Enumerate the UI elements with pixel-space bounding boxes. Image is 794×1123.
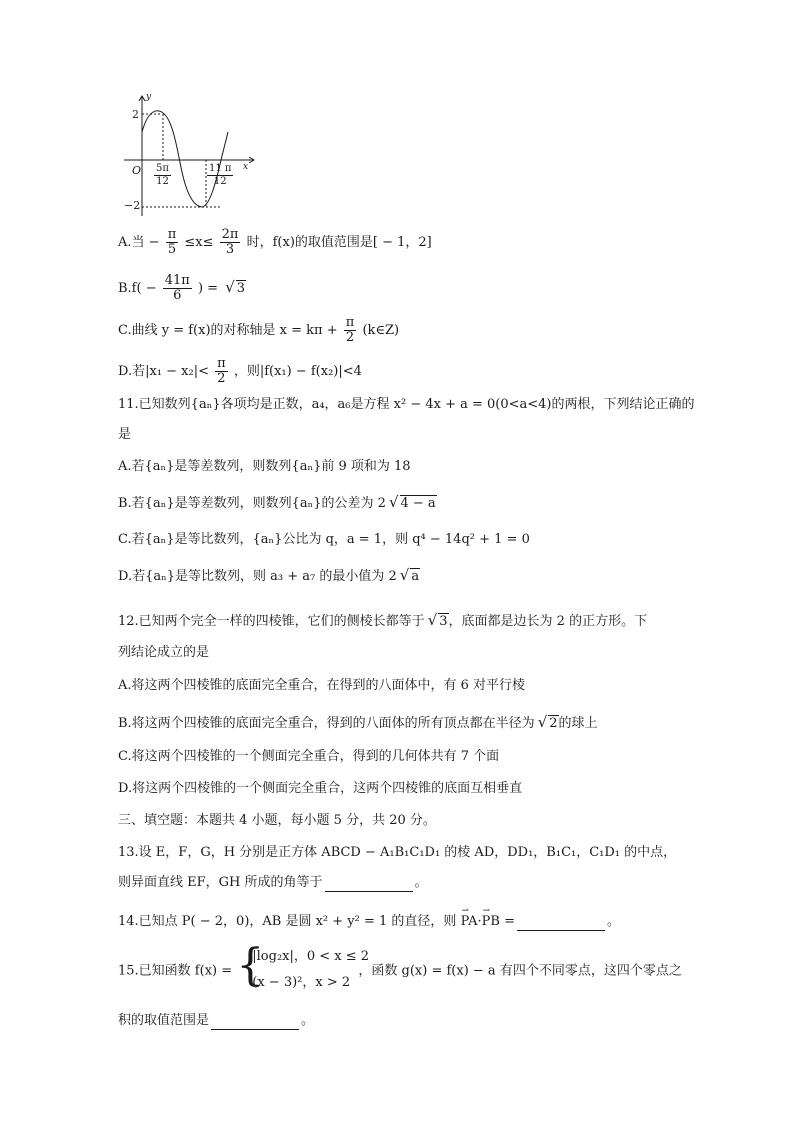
q10-option-c: C.曲线 y = f(x)的对称轴是 x = kπ + $\frac{\pi}{2}$ (k∈Z) — [118, 315, 400, 345]
q14-line: 14.已知点 P( − 2，0)，AB 是圆 x² + y² = 1 的直径，则 ⇀ PA·⇀ PB = 。 — [118, 913, 620, 931]
q12-option-a: A.将这两个四棱锥的底面完全重合，在得到的八面体中，有 6 对平行棱 — [118, 678, 526, 693]
q15-line1: 15.已知函数 f(x) = { |log₂x|，0 < x ≤ 2 (x − 3)²，x > 2 ，函数 g(x) = f(x) − a 有四个不同零点，这四个零点之 — [118, 940, 682, 991]
piecewise-function: { |log₂x|，0 < x ≤ 2 (x − 3)²，x > 2 — [236, 940, 370, 991]
graph-x-tick-11pi: $\frac{11 \pi}{12}$ — [209, 163, 232, 187]
q11-option-c: C.若{aₙ}是等比数列，{aₙ}公比为 q，a = 1，则 q⁴ − 14q² + 1 = 0 — [118, 532, 530, 547]
q11-option-d: D.若{aₙ}是等比数列，则 a₃ + a₇ 的最小值为 2 √ a — [118, 566, 420, 584]
graph-origin: O — [132, 164, 142, 177]
q10-option-a: A.当 − $\frac{\pi}{5}$ ≤x≤ $\frac{2\pi}{3}$ 时，f(x)的取值范围是[ − 1，2] — [118, 227, 432, 257]
sine-curve — [142, 111, 228, 207]
q12-option-c: C.将这两个四棱锥的一个侧面完全重合，得到的几何体共有 7 个面 — [118, 749, 500, 764]
q11-option-a: A.若{aₙ}是等差数列，则数列{aₙ}前 9 项和为 18 — [118, 459, 411, 474]
vector-pb: ⇀ PB — [482, 913, 500, 931]
q12-option-b: B.将这两个四棱锥的底面完全重合，得到的八面体的所有顶点都在半径为 √ 2的球上 — [118, 713, 598, 731]
q13-line2: 则异面直线 EF，GH 所成的角等于 。 — [118, 875, 428, 890]
q13-line1: 13.设 E，F，G，H 分别是正方体 ABCD − A₁B₁C₁D₁ 的棱 AD，DD₁，B₁C₁，C₁D₁ 的中点， — [118, 845, 677, 860]
q11-stem-line2: 是 — [118, 427, 132, 442]
graph-x-label: x — [243, 162, 249, 172]
graph-y-tick-2: 2 — [132, 108, 139, 121]
section-3-heading: 三、填空题：本题共 4 小题，每小题 5 分，共 20 分。 — [118, 813, 436, 828]
q14-answer-blank[interactable] — [517, 916, 605, 931]
q12-option-d: D.将这两个四棱锥的一个侧面完全重合，这两个四棱锥的底面互相垂直 — [118, 781, 523, 796]
q12-stem-line1: 12.已知两个完全一样的四棱锥，它们的侧棱长都等于 √ 3，底面都是边长为 2 的正方形。下 — [118, 611, 648, 629]
q15-line2: 积的取值范围是 。 — [118, 1013, 315, 1028]
graph-x-tick-5pi: $\frac{5\pi}{12}$ — [156, 163, 169, 187]
vector-pa: ⇀ PA — [461, 913, 478, 931]
q10-option-b: B.f( − $\frac{41\pi}{6}$ ) = √ 3 — [118, 273, 246, 303]
q13-answer-blank[interactable] — [325, 877, 413, 892]
q15-answer-blank[interactable] — [211, 1015, 299, 1030]
q10-option-d: D.若|x₁ − x₂|< $\frac{\pi}{2}$ ，则|f(x₁) − f(x₂)|<4 — [118, 356, 362, 386]
graph-y-label: y — [146, 92, 152, 102]
q11-stem-line1: 11.已知数列{aₙ}各项均是正数，a₄，a₆是方程 x² − 4x + a = 0(0<a<4)的两根，下列结论正确的 — [118, 397, 695, 412]
q11-option-b: B.若{aₙ}是等差数列，则数列{aₙ}的公差为 2 √ 4 − a — [118, 493, 436, 511]
q12-stem-line2: 列结论成立的是 — [118, 645, 210, 660]
graph-y-tick-neg2: −2 — [124, 199, 141, 212]
